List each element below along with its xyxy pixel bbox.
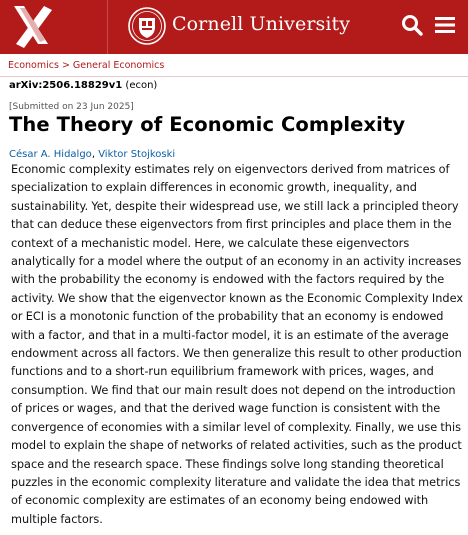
arxiv-identifier <box>9 80 157 91</box>
search-icon[interactable] <box>400 13 424 37</box>
breadcrumb-separator: > <box>61 60 70 71</box>
author-list <box>9 149 175 160</box>
breadcrumb <box>0 55 468 77</box>
hamburger-menu-icon[interactable] <box>434 14 456 36</box>
header-divider <box>107 0 108 54</box>
university-name[interactable]: Cornell University <box>172 13 351 35</box>
site-header <box>0 0 468 54</box>
arxiv-category: (econ) <box>125 80 158 91</box>
author-link-hidalgo[interactable]: César A. Hidalgo <box>9 149 92 160</box>
breadcrumb-economics[interactable]: Economics <box>8 60 59 71</box>
cornell-seal-icon[interactable] <box>128 7 166 45</box>
author-separator: , <box>91 149 95 160</box>
page-title: The Theory of Economic Complexity <box>9 113 406 136</box>
arxiv-id: arXiv:2506.18829v1 <box>9 80 123 91</box>
arxiv-logo-icon[interactable] <box>0 0 62 54</box>
submission-date: [Submitted on 23 Jun 2025] <box>9 102 134 112</box>
breadcrumb-general-economics[interactable]: General Economics <box>72 60 165 71</box>
abstract-text: Economic complexity estimates rely on eigenvectors derived from matrices of specialization to explain differences in economic growth, inequality, and sustainability. Yet, despite their widespread use, we still lack a principled theory that can deduce these eigenvectors from first principles and place them in the context of a mechanistic model. Here, we calculate these eigenvectors analytically for a model where the output of an economy in an activity increases with the probability the economy is endowed with the factors required by the activity. We show that the eigenvector known as the Economic Complexity Index or ECI is a monotonic function of the probability that an economy is endowed with a factor, and that in a multi-factor model, it is an estimate of the average endowment across all factors. We then generalize this result to other production functions and to a short-run equilibrium framework with prices, wages, and consumption. We find that our main result does not depend on the introduction of prices or wages, and that the derived wage function is consistent with the convergence of economies with a similar level of complexity. Finally, we use this model to explain the shape of networks of related activities, such as the product space and the research space. These findings solve long standing theoretical puzzles in the economic complexity literature and validate the idea that metrics of economic complexity are estimates of an economy being endowed with multiple factors. <box>11 163 464 526</box>
author-link-stojkoski[interactable]: Viktor Stojkoski <box>98 149 176 160</box>
